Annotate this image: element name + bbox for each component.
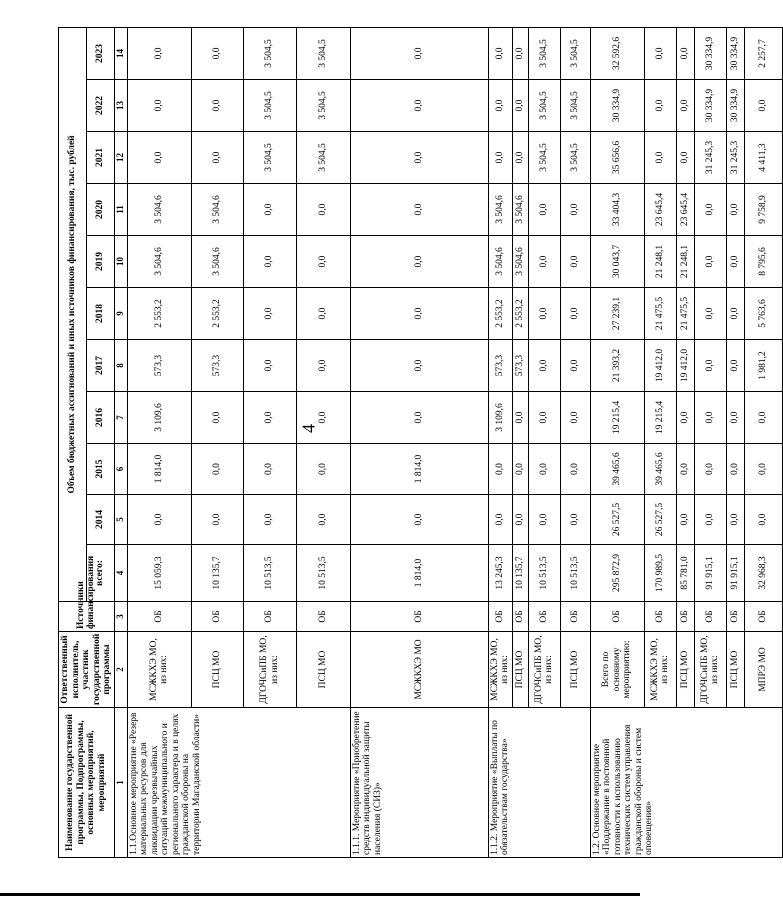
year-value-cell: 0,0 bbox=[644, 80, 676, 132]
year-value-cell: 4 411,3 bbox=[744, 132, 782, 184]
year-value-cell: 0,0 bbox=[694, 495, 726, 545]
year-value-cell: 0,0 bbox=[528, 288, 560, 340]
year-value-cell: 21 475,5 bbox=[676, 288, 694, 340]
year-value-cell: 0,0 bbox=[512, 392, 528, 444]
source-cell: ОБ bbox=[644, 602, 676, 632]
year-value-cell: 3 109,6 bbox=[127, 392, 191, 444]
year-value-cell: 0,0 bbox=[243, 392, 296, 444]
year-value-cell: 0,0 bbox=[694, 184, 726, 236]
year-value-cell: 0,0 bbox=[127, 132, 191, 184]
year-value-cell: 0,0 bbox=[191, 132, 243, 184]
header-name: Наименование государственной программы, Подпрограммы, основных мероприятий, мероприятий bbox=[59, 708, 115, 858]
column-number: 10 bbox=[114, 236, 127, 288]
measure-name: 1.2. Основное мероприятие «Поддержание в постоянной готовности к использованию технических систем управления гражданской обороны и систем оповещения» bbox=[590, 708, 782, 858]
year-value-cell: 0,0 bbox=[726, 392, 744, 444]
year-value-cell: 19 412,0 bbox=[644, 340, 676, 392]
year-value-cell: 0,0 bbox=[350, 392, 488, 444]
column-number: 5 bbox=[114, 495, 127, 545]
year-value-cell: 0,0 bbox=[694, 236, 726, 288]
year-value-cell: 0,0 bbox=[127, 495, 191, 545]
total-cell: 10 513,5 bbox=[560, 545, 590, 602]
total-cell: 15 059,3 bbox=[127, 545, 191, 602]
executor-cell: ПСЦ МО bbox=[296, 632, 350, 708]
year-value-cell: 0,0 bbox=[744, 444, 782, 495]
table-row bbox=[127, 27, 191, 857]
year-value-cell: 1 814,0 bbox=[127, 444, 191, 495]
total-cell: 10 135,7 bbox=[512, 545, 528, 602]
year-value-cell: 0,0 bbox=[676, 392, 694, 444]
year-value-cell: 0,0 bbox=[191, 495, 243, 545]
year-value-cell: 0,0 bbox=[560, 495, 590, 545]
year-value-cell: 0,0 bbox=[512, 80, 528, 132]
year-value-cell: 0,0 bbox=[296, 288, 350, 340]
header-executor: Ответственный исполнитель, участник государственной программы bbox=[59, 632, 115, 708]
header-year: 2023 bbox=[86, 27, 114, 79]
column-number: 12 bbox=[114, 132, 127, 184]
source-cell: ОБ bbox=[726, 602, 744, 632]
table-row bbox=[350, 27, 488, 857]
column-number: 1 bbox=[114, 708, 127, 858]
year-value-cell: 0,0 bbox=[350, 288, 488, 340]
year-value-cell: 3 504,6 bbox=[191, 236, 243, 288]
year-value-cell: 0,0 bbox=[488, 27, 512, 79]
year-value-cell: 3 504,6 bbox=[512, 236, 528, 288]
year-value-cell: 3 504,5 bbox=[528, 80, 560, 132]
table-row bbox=[488, 27, 512, 857]
year-value-cell: 0,0 bbox=[127, 27, 191, 79]
year-value-cell: 30 334,9 bbox=[694, 27, 726, 79]
year-value-cell: 3 504,5 bbox=[243, 27, 296, 79]
year-value-cell: 19 412,0 bbox=[676, 340, 694, 392]
year-value-cell: 21 248,1 bbox=[644, 236, 676, 288]
year-value-cell: 9 758,9 bbox=[744, 184, 782, 236]
year-value-cell: 3 504,5 bbox=[528, 27, 560, 79]
year-value-cell: 0,0 bbox=[528, 392, 560, 444]
year-value-cell: 32 592,6 bbox=[590, 27, 644, 79]
year-value-cell: 19 215,4 bbox=[590, 392, 644, 444]
year-value-cell: 33 404,3 bbox=[590, 184, 644, 236]
year-value-cell: 0,0 bbox=[676, 444, 694, 495]
source-cell: ОБ bbox=[296, 602, 350, 632]
column-number: 9 bbox=[114, 288, 127, 340]
source-cell: ОБ bbox=[528, 602, 560, 632]
year-value-cell: 0,0 bbox=[528, 444, 560, 495]
year-value-cell: 3 504,6 bbox=[127, 184, 191, 236]
year-value-cell: 2 553,2 bbox=[512, 288, 528, 340]
total-cell: 32 968,3 bbox=[744, 545, 782, 602]
measure-name: 1.1.Основное мероприятие «Резерв материальных ресурсов для ликвидации чрезвычайных ситуаций межмуниципального и регионального характера и в целях гражданской обороны на территории Магаданской области» bbox=[127, 708, 350, 858]
year-value-cell: 30 334,9 bbox=[694, 80, 726, 132]
total-cell: 10 513,5 bbox=[296, 545, 350, 602]
column-number: 8 bbox=[114, 340, 127, 392]
rotated-table-wrapper bbox=[58, 28, 783, 858]
total-cell: 91 915,1 bbox=[694, 545, 726, 602]
year-value-cell: 0,0 bbox=[676, 27, 694, 79]
source-cell: ОБ bbox=[590, 602, 644, 632]
source-cell: ОБ bbox=[694, 602, 726, 632]
year-value-cell: 0,0 bbox=[243, 236, 296, 288]
year-value-cell: 0,0 bbox=[560, 288, 590, 340]
year-value-cell: 0,0 bbox=[512, 27, 528, 79]
year-value-cell: 0,0 bbox=[191, 27, 243, 79]
year-value-cell: 0,0 bbox=[744, 495, 782, 545]
executor-cell: ДГОЧСиПБ МО, из них: bbox=[694, 632, 726, 708]
source-cell: ОБ bbox=[512, 602, 528, 632]
column-number: 4 bbox=[114, 545, 127, 602]
executor-cell: ПСЦ МО bbox=[676, 632, 694, 708]
executor-cell: ПСЦ МО bbox=[512, 632, 528, 708]
year-value-cell: 0,0 bbox=[191, 392, 243, 444]
year-value-cell: 0,0 bbox=[560, 340, 590, 392]
header-year: 2022 bbox=[86, 80, 114, 132]
year-value-cell: 0,0 bbox=[350, 340, 488, 392]
year-value-cell: 3 504,6 bbox=[488, 184, 512, 236]
year-value-cell: 0,0 bbox=[726, 444, 744, 495]
year-value-cell: 31 245,3 bbox=[726, 132, 744, 184]
year-value-cell: 3 504,5 bbox=[296, 132, 350, 184]
year-value-cell: 0,0 bbox=[528, 236, 560, 288]
year-value-cell: 0,0 bbox=[296, 495, 350, 545]
year-value-cell: 0,0 bbox=[296, 340, 350, 392]
column-number: 11 bbox=[114, 184, 127, 236]
header-year: 2015 bbox=[86, 444, 114, 495]
year-value-cell: 0,0 bbox=[296, 444, 350, 495]
header-year: 2018 bbox=[86, 288, 114, 340]
executor-cell: МСЖКХЭ МО bbox=[350, 632, 488, 708]
executor-cell: ДГОЧСиПБ МО, из них: bbox=[243, 632, 296, 708]
total-cell: 10 513,5 bbox=[243, 545, 296, 602]
year-value-cell: 0,0 bbox=[694, 340, 726, 392]
executor-cell: МПРЭ МО bbox=[744, 632, 782, 708]
header-year: 2021 bbox=[86, 132, 114, 184]
year-value-cell: 3 504,6 bbox=[512, 184, 528, 236]
year-value-cell: 0,0 bbox=[726, 495, 744, 545]
year-value-cell: 0,0 bbox=[560, 184, 590, 236]
year-value-cell: 0,0 bbox=[296, 184, 350, 236]
source-cell: ОБ bbox=[676, 602, 694, 632]
header-year: 2017 bbox=[86, 340, 114, 392]
year-value-cell: 5 763,6 bbox=[744, 288, 782, 340]
executor-cell: ПСЦ МО bbox=[726, 632, 744, 708]
year-value-cell: 21 475,5 bbox=[644, 288, 676, 340]
year-value-cell: 0,0 bbox=[350, 27, 488, 79]
year-value-cell: 0,0 bbox=[350, 236, 488, 288]
year-value-cell: 0,0 bbox=[350, 80, 488, 132]
source-cell: ОБ bbox=[243, 602, 296, 632]
year-value-cell: 19 215,4 bbox=[644, 392, 676, 444]
year-value-cell: 0,0 bbox=[243, 288, 296, 340]
year-value-cell: 8 795,6 bbox=[744, 236, 782, 288]
year-value-cell: 0,0 bbox=[243, 340, 296, 392]
executor-cell: МСЖКХЭ МО, из них: bbox=[127, 632, 191, 708]
executor-cell: ДГОЧСиПБ МО, из них: bbox=[528, 632, 560, 708]
year-value-cell: 21 393,2 bbox=[590, 340, 644, 392]
year-value-cell: 573,3 bbox=[488, 340, 512, 392]
year-value-cell: 3 504,5 bbox=[560, 27, 590, 79]
year-value-cell: 30 334,9 bbox=[726, 27, 744, 79]
header-year: 2016 bbox=[86, 392, 114, 444]
year-value-cell: 0,0 bbox=[560, 444, 590, 495]
table-row bbox=[590, 27, 644, 857]
bottom-rule bbox=[0, 893, 640, 896]
year-value-cell: 31 245,3 bbox=[694, 132, 726, 184]
year-value-cell: 3 504,5 bbox=[243, 80, 296, 132]
header-year: 2020 bbox=[86, 184, 114, 236]
year-value-cell: 3 504,5 bbox=[243, 132, 296, 184]
year-value-cell: 0,0 bbox=[528, 340, 560, 392]
financing-table bbox=[58, 27, 783, 858]
header-source: Источники финансирования bbox=[59, 602, 115, 632]
year-value-cell: 0,0 bbox=[191, 80, 243, 132]
source-cell: ОБ bbox=[560, 602, 590, 632]
source-cell: ОБ bbox=[744, 602, 782, 632]
year-value-cell: 3 504,5 bbox=[560, 132, 590, 184]
year-value-cell: 39 465,6 bbox=[590, 444, 644, 495]
total-cell: 13 245,3 bbox=[488, 545, 512, 602]
year-value-cell: 0,0 bbox=[644, 132, 676, 184]
year-value-cell: 0,0 bbox=[560, 236, 590, 288]
year-value-cell: 2 257,7 bbox=[744, 27, 782, 79]
year-value-cell: 0,0 bbox=[694, 288, 726, 340]
year-value-cell: 21 248,1 bbox=[676, 236, 694, 288]
year-value-cell: 0,0 bbox=[350, 184, 488, 236]
year-value-cell: 0,0 bbox=[488, 80, 512, 132]
column-number: 3 bbox=[114, 602, 127, 632]
year-value-cell: 2 553,2 bbox=[127, 288, 191, 340]
total-cell: 10 135,7 bbox=[191, 545, 243, 602]
year-value-cell: 26 527,5 bbox=[590, 495, 644, 545]
executor-cell: ПСЦ МО bbox=[560, 632, 590, 708]
header-year: 2014 bbox=[86, 495, 114, 545]
year-value-cell: 0,0 bbox=[726, 288, 744, 340]
year-value-cell: 39 465,6 bbox=[644, 444, 676, 495]
total-cell: 1 814,0 bbox=[350, 545, 488, 602]
year-value-cell: 573,3 bbox=[127, 340, 191, 392]
year-value-cell: 30 334,9 bbox=[726, 80, 744, 132]
year-value-cell: 1 814,0 bbox=[350, 444, 488, 495]
year-value-cell: 0,0 bbox=[726, 236, 744, 288]
source-cell: ОБ bbox=[488, 602, 512, 632]
year-value-cell: 573,3 bbox=[191, 340, 243, 392]
year-value-cell: 3 504,6 bbox=[191, 184, 243, 236]
total-cell: 85 781,0 bbox=[676, 545, 694, 602]
year-value-cell: 35 656,6 bbox=[590, 132, 644, 184]
total-cell: 91 915,1 bbox=[726, 545, 744, 602]
measure-name: 1.1.2. Мероприятие «Выплаты по обязательствам государства» bbox=[488, 708, 590, 858]
year-value-cell: 30 334,9 bbox=[590, 80, 644, 132]
year-value-cell: 0,0 bbox=[726, 340, 744, 392]
total-cell: 10 513,5 bbox=[528, 545, 560, 602]
year-value-cell: 0,0 bbox=[512, 444, 528, 495]
page-number: 4 bbox=[298, 424, 319, 433]
year-value-cell: 0,0 bbox=[560, 392, 590, 444]
year-value-cell: 3 504,6 bbox=[488, 236, 512, 288]
year-value-cell: 0,0 bbox=[296, 236, 350, 288]
year-value-cell: 0,0 bbox=[676, 132, 694, 184]
column-number: 2 bbox=[114, 632, 127, 708]
year-value-cell: 573,3 bbox=[512, 340, 528, 392]
year-value-cell: 23 645,4 bbox=[644, 184, 676, 236]
year-value-cell: 0,0 bbox=[694, 444, 726, 495]
year-value-cell: 2 553,2 bbox=[488, 288, 512, 340]
source-cell: ОБ bbox=[127, 602, 191, 632]
total-cell: 170 989,5 bbox=[644, 545, 676, 602]
source-cell: ОБ bbox=[191, 602, 243, 632]
year-value-cell: 0,0 bbox=[644, 27, 676, 79]
year-value-cell: 26 527,5 bbox=[644, 495, 676, 545]
column-number: 14 bbox=[114, 27, 127, 79]
year-value-cell: 0,0 bbox=[243, 444, 296, 495]
year-value-cell: 0,0 bbox=[512, 132, 528, 184]
year-value-cell: 0,0 bbox=[744, 392, 782, 444]
year-value-cell: 0,0 bbox=[243, 495, 296, 545]
year-value-cell: 1 981,2 bbox=[744, 340, 782, 392]
header-volume: Объем бюджетных ассигнований и иных источников финансирования, тыс. рублей bbox=[59, 27, 87, 601]
year-value-cell: 3 504,6 bbox=[127, 236, 191, 288]
year-value-cell: 27 239,1 bbox=[590, 288, 644, 340]
year-value-cell: 0,0 bbox=[191, 444, 243, 495]
year-value-cell: 0,0 bbox=[676, 80, 694, 132]
column-number: 7 bbox=[114, 392, 127, 444]
year-value-cell: 3 504,5 bbox=[296, 27, 350, 79]
total-cell: 295 872,9 bbox=[590, 545, 644, 602]
header-year: 2019 bbox=[86, 236, 114, 288]
year-value-cell: 3 504,5 bbox=[528, 132, 560, 184]
year-value-cell: 2 553,2 bbox=[191, 288, 243, 340]
year-value-cell: 0,0 bbox=[694, 392, 726, 444]
year-value-cell: 23 645,4 bbox=[676, 184, 694, 236]
executor-cell: ПСЦ МО bbox=[191, 632, 243, 708]
year-value-cell: 0,0 bbox=[512, 495, 528, 545]
executor-cell: МСЖКХЭ МО, из них: bbox=[488, 632, 512, 708]
year-value-cell: 0,0 bbox=[350, 495, 488, 545]
year-value-cell: 3 504,5 bbox=[560, 80, 590, 132]
year-value-cell: 0,0 bbox=[726, 184, 744, 236]
year-value-cell: 0,0 bbox=[744, 80, 782, 132]
header-total: всего: bbox=[86, 545, 114, 602]
year-value-cell: 0,0 bbox=[676, 495, 694, 545]
year-value-cell: 0,0 bbox=[528, 495, 560, 545]
year-value-cell: 0,0 bbox=[127, 80, 191, 132]
year-value-cell: 0,0 bbox=[528, 184, 560, 236]
year-value-cell: 0,0 bbox=[488, 495, 512, 545]
column-number: 6 bbox=[114, 444, 127, 495]
executor-cell: МСЖКХЭ МО, из них: bbox=[644, 632, 676, 708]
year-value-cell: 0,0 bbox=[488, 132, 512, 184]
column-number: 13 bbox=[114, 80, 127, 132]
year-value-cell: 0,0 bbox=[243, 184, 296, 236]
year-value-cell: 30 043,7 bbox=[590, 236, 644, 288]
source-cell: ОБ bbox=[350, 602, 488, 632]
year-value-cell: 0,0 bbox=[488, 444, 512, 495]
year-value-cell: 0,0 bbox=[350, 132, 488, 184]
executor-cell: Всего по основному мероприятию: bbox=[590, 632, 644, 708]
measure-name: 1.1.1. Мероприятие «Приобретение средств индивидуальной защиты населения (СИЗ)» bbox=[350, 708, 488, 858]
year-value-cell: 3 109,6 bbox=[488, 392, 512, 444]
year-value-cell: 0,0 bbox=[296, 392, 350, 444]
year-value-cell: 3 504,5 bbox=[296, 80, 350, 132]
